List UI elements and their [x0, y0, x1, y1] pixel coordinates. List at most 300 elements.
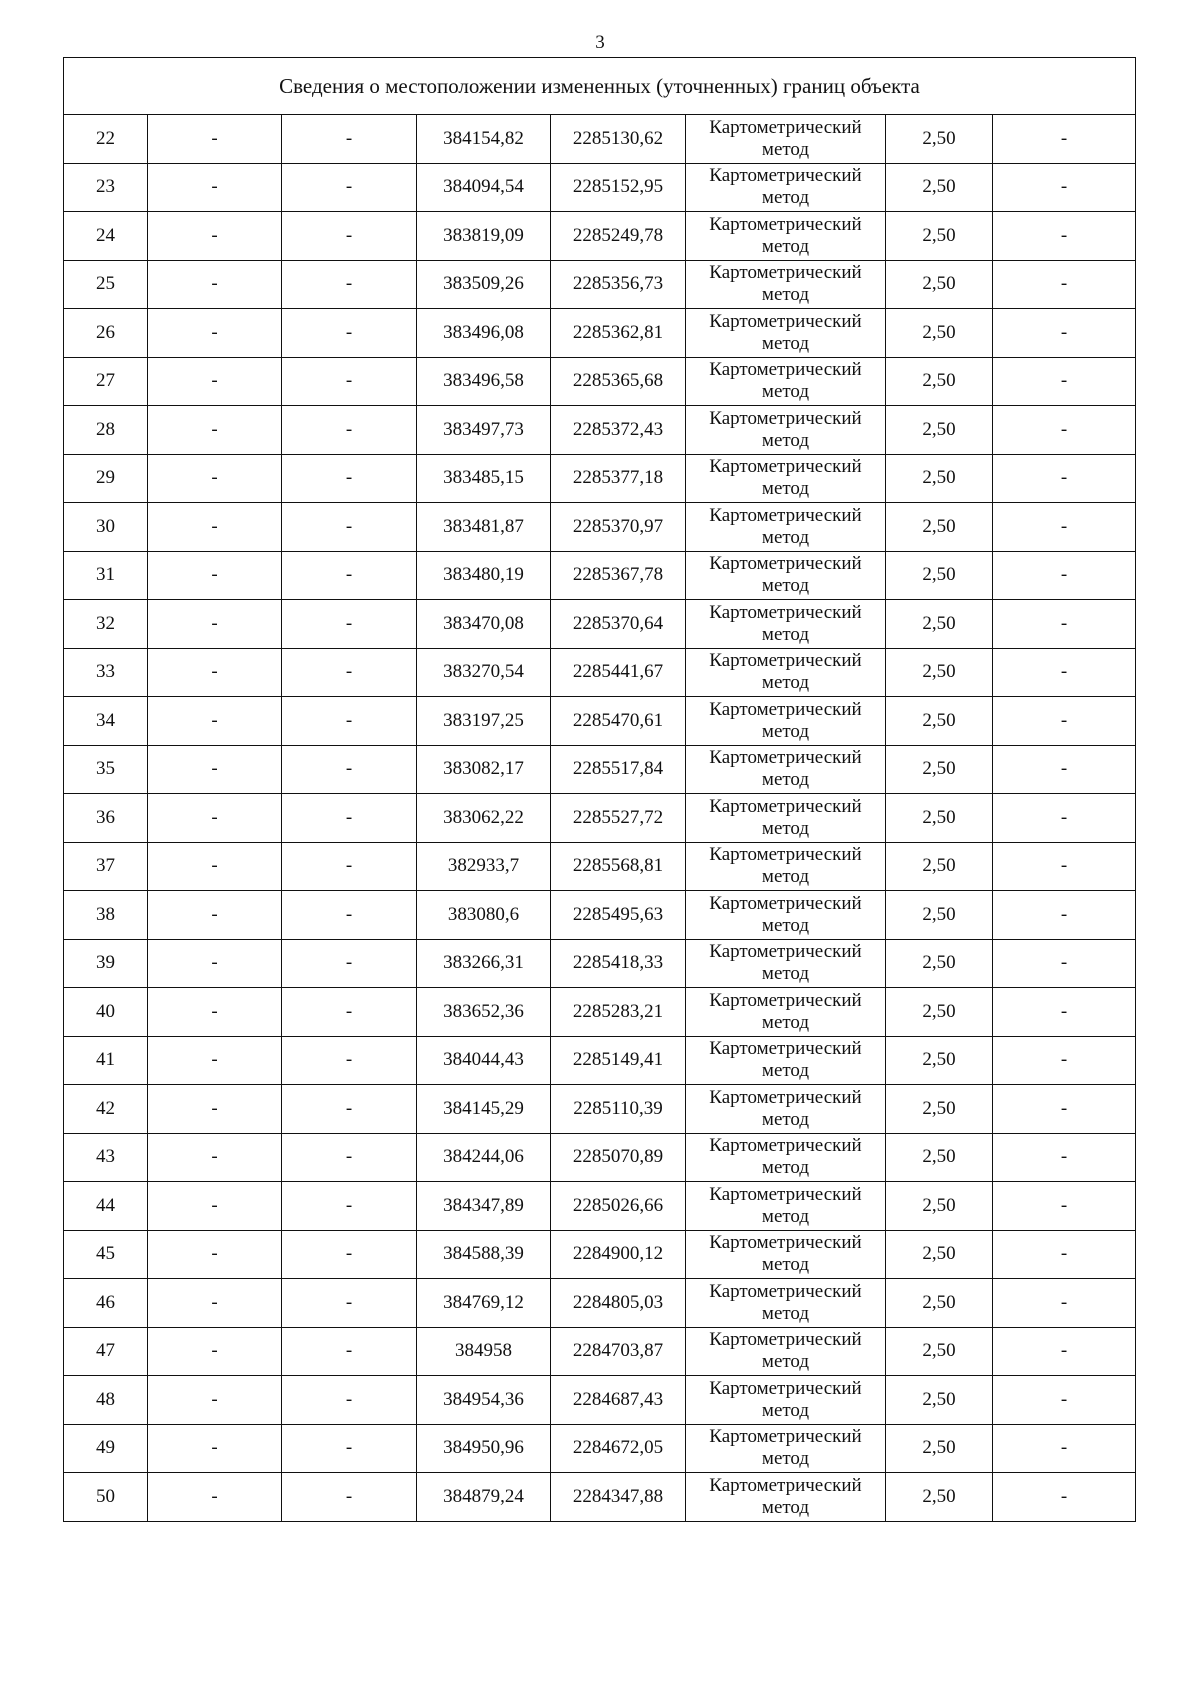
old-y-cell: - [282, 1376, 417, 1425]
method-cell [686, 988, 886, 1037]
x-coordinate-cell: 384244,06 [417, 1133, 551, 1182]
method-cell [686, 1182, 886, 1231]
point-number-cell: 29 [64, 454, 148, 503]
point-number-cell: 35 [64, 745, 148, 794]
x-coordinate-cell: 383082,17 [417, 745, 551, 794]
y-coordinate-cell: 2285249,78 [551, 212, 686, 261]
note-cell: - [993, 1376, 1136, 1425]
old-y-cell: - [282, 1036, 417, 1085]
table-title: Сведения о местоположении измененных (уточненных) границ объекта [64, 58, 1136, 115]
y-coordinate-cell: 2285070,89 [551, 1133, 686, 1182]
note-cell: - [993, 842, 1136, 891]
point-number-cell: 31 [64, 551, 148, 600]
point-number-cell: 30 [64, 503, 148, 552]
point-number-cell: 32 [64, 600, 148, 649]
point-number-cell: 39 [64, 939, 148, 988]
old-y-cell: - [282, 842, 417, 891]
boundary-coordinates-table [63, 57, 1136, 1522]
accuracy-cell: 2,50 [886, 1133, 993, 1182]
x-coordinate-cell: 383480,19 [417, 551, 551, 600]
note-cell: - [993, 1230, 1136, 1279]
page-number: 3 [595, 32, 605, 53]
accuracy-cell: 2,50 [886, 551, 993, 600]
accuracy-cell: 2,50 [886, 1182, 993, 1231]
method-cell [686, 1473, 886, 1522]
x-coordinate-cell: 384044,43 [417, 1036, 551, 1085]
note-cell: - [993, 212, 1136, 261]
old-y-cell: - [282, 503, 417, 552]
y-coordinate-cell: 2285365,68 [551, 357, 686, 406]
table-row [64, 357, 1136, 406]
old-x-cell: - [148, 939, 282, 988]
method-line-2: метод [761, 963, 810, 985]
point-number-cell: 48 [64, 1376, 148, 1425]
x-coordinate-cell: 384145,29 [417, 1085, 551, 1134]
table-row [64, 115, 1136, 164]
accuracy-cell: 2,50 [886, 794, 993, 843]
method-line-1: Картометрический [709, 116, 862, 138]
table-row [64, 600, 1136, 649]
x-coordinate-cell: 384154,82 [417, 115, 551, 164]
method-line-1: Картометрический [709, 941, 862, 963]
old-y-cell: - [282, 163, 417, 212]
old-y-cell: - [282, 406, 417, 455]
note-cell: - [993, 163, 1136, 212]
table-row [64, 212, 1136, 261]
old-y-cell: - [282, 309, 417, 358]
accuracy-cell: 2,50 [886, 260, 993, 309]
x-coordinate-cell: 383270,54 [417, 648, 551, 697]
method-line-1: Картометрический [709, 262, 862, 284]
old-x-cell: - [148, 1424, 282, 1473]
x-coordinate-cell: 384879,24 [417, 1473, 551, 1522]
old-x-cell: - [148, 697, 282, 746]
old-y-cell: - [282, 1327, 417, 1376]
old-x-cell: - [148, 794, 282, 843]
note-cell: - [993, 939, 1136, 988]
old-y-cell: - [282, 1230, 417, 1279]
y-coordinate-cell: 2285152,95 [551, 163, 686, 212]
note-cell: - [993, 745, 1136, 794]
x-coordinate-cell: 384588,39 [417, 1230, 551, 1279]
table-row [64, 1424, 1136, 1473]
old-x-cell: - [148, 503, 282, 552]
method-cell [686, 794, 886, 843]
table-row [64, 163, 1136, 212]
method-line-1: Картометрический [709, 359, 862, 381]
old-y-cell: - [282, 551, 417, 600]
accuracy-cell: 2,50 [886, 1376, 993, 1425]
method-line-1: Картометрический [709, 504, 862, 526]
x-coordinate-cell: 384950,96 [417, 1424, 551, 1473]
accuracy-cell: 2,50 [886, 648, 993, 697]
old-y-cell: - [282, 939, 417, 988]
point-number-cell: 23 [64, 163, 148, 212]
method-cell [686, 1279, 886, 1328]
point-number-cell: 27 [64, 357, 148, 406]
method-line-1: Картометрический [709, 553, 862, 575]
y-coordinate-cell: 2285026,66 [551, 1182, 686, 1231]
old-x-cell: - [148, 1085, 282, 1134]
old-x-cell: - [148, 406, 282, 455]
point-number-cell: 38 [64, 891, 148, 940]
method-line-1: Картометрический [709, 1135, 862, 1157]
y-coordinate-cell: 2285367,78 [551, 551, 686, 600]
point-number-cell: 37 [64, 842, 148, 891]
method-line-2: метод [761, 526, 810, 548]
x-coordinate-cell: 383497,73 [417, 406, 551, 455]
note-cell: - [993, 406, 1136, 455]
table-row [64, 1279, 1136, 1328]
method-cell [686, 503, 886, 552]
old-x-cell: - [148, 648, 282, 697]
method-line-1: Картометрический [709, 698, 862, 720]
note-cell: - [993, 260, 1136, 309]
note-cell: - [993, 551, 1136, 600]
method-cell [686, 1085, 886, 1134]
old-x-cell: - [148, 988, 282, 1037]
y-coordinate-cell: 2284687,43 [551, 1376, 686, 1425]
old-y-cell: - [282, 697, 417, 746]
table-row [64, 842, 1136, 891]
method-line-1: Картометрический [709, 601, 862, 623]
method-line-2: метод [761, 1496, 810, 1518]
table-row [64, 454, 1136, 503]
old-y-cell: - [282, 891, 417, 940]
method-line-2: метод [761, 623, 810, 645]
method-line-2: метод [761, 769, 810, 791]
method-line-1: Картометрический [709, 213, 862, 235]
note-cell: - [993, 697, 1136, 746]
old-x-cell: - [148, 212, 282, 261]
method-cell [686, 939, 886, 988]
x-coordinate-cell: 383496,58 [417, 357, 551, 406]
accuracy-cell: 2,50 [886, 842, 993, 891]
y-coordinate-cell: 2285130,62 [551, 115, 686, 164]
method-cell [686, 697, 886, 746]
y-coordinate-cell: 2284672,05 [551, 1424, 686, 1473]
point-number-cell: 47 [64, 1327, 148, 1376]
accuracy-cell: 2,50 [886, 1279, 993, 1328]
y-coordinate-cell: 2285495,63 [551, 891, 686, 940]
x-coordinate-cell: 384954,36 [417, 1376, 551, 1425]
table-row [64, 309, 1136, 358]
y-coordinate-cell: 2285527,72 [551, 794, 686, 843]
old-x-cell: - [148, 1376, 282, 1425]
note-cell: - [993, 503, 1136, 552]
note-cell: - [993, 454, 1136, 503]
old-y-cell: - [282, 260, 417, 309]
method-line-1: Картометрический [709, 989, 862, 1011]
method-line-1: Картометрический [709, 310, 862, 332]
note-cell: - [993, 1133, 1136, 1182]
method-cell [686, 842, 886, 891]
method-line-1: Картометрический [709, 1086, 862, 1108]
method-line-2: метод [761, 332, 810, 354]
point-number-cell: 36 [64, 794, 148, 843]
old-y-cell: - [282, 794, 417, 843]
method-line-2: метод [761, 1302, 810, 1324]
method-cell [686, 260, 886, 309]
table-body [64, 115, 1136, 1522]
method-line-2: метод [761, 1448, 810, 1470]
method-line-1: Картометрический [709, 1426, 862, 1448]
method-line-2: метод [761, 381, 810, 403]
method-line-2: метод [761, 235, 810, 257]
y-coordinate-cell: 2285283,21 [551, 988, 686, 1037]
old-x-cell: - [148, 891, 282, 940]
method-cell [686, 1424, 886, 1473]
point-number-cell: 22 [64, 115, 148, 164]
old-y-cell: - [282, 1473, 417, 1522]
old-x-cell: - [148, 1036, 282, 1085]
accuracy-cell: 2,50 [886, 1327, 993, 1376]
x-coordinate-cell: 383509,26 [417, 260, 551, 309]
table-row [64, 1473, 1136, 1522]
y-coordinate-cell: 2285110,39 [551, 1085, 686, 1134]
method-line-1: Картометрический [709, 1183, 862, 1205]
note-cell: - [993, 1085, 1136, 1134]
method-line-2: метод [761, 284, 810, 306]
note-cell: - [993, 357, 1136, 406]
old-x-cell: - [148, 1182, 282, 1231]
old-y-cell: - [282, 1085, 417, 1134]
note-cell: - [993, 1036, 1136, 1085]
old-y-cell: - [282, 115, 417, 164]
accuracy-cell: 2,50 [886, 454, 993, 503]
method-cell [686, 406, 886, 455]
y-coordinate-cell: 2285377,18 [551, 454, 686, 503]
accuracy-cell: 2,50 [886, 939, 993, 988]
y-coordinate-cell: 2284347,88 [551, 1473, 686, 1522]
old-y-cell: - [282, 745, 417, 794]
note-cell: - [993, 648, 1136, 697]
old-y-cell: - [282, 1133, 417, 1182]
point-number-cell: 26 [64, 309, 148, 358]
table-row [64, 1327, 1136, 1376]
old-y-cell: - [282, 357, 417, 406]
old-y-cell: - [282, 1424, 417, 1473]
method-line-1: Картометрический [709, 1038, 862, 1060]
old-x-cell: - [148, 842, 282, 891]
old-x-cell: - [148, 163, 282, 212]
point-number-cell: 49 [64, 1424, 148, 1473]
point-number-cell: 33 [64, 648, 148, 697]
point-number-cell: 24 [64, 212, 148, 261]
method-cell [686, 1376, 886, 1425]
y-coordinate-cell: 2285568,81 [551, 842, 686, 891]
table-row [64, 1376, 1136, 1425]
method-cell [686, 212, 886, 261]
method-line-2: метод [761, 866, 810, 888]
method-line-2: метод [761, 1157, 810, 1179]
method-line-2: метод [761, 1399, 810, 1421]
point-number-cell: 50 [64, 1473, 148, 1522]
table-row [64, 988, 1136, 1037]
x-coordinate-cell: 383485,15 [417, 454, 551, 503]
accuracy-cell: 2,50 [886, 1085, 993, 1134]
table-row [64, 697, 1136, 746]
accuracy-cell: 2,50 [886, 115, 993, 164]
old-y-cell: - [282, 454, 417, 503]
method-line-1: Картометрический [709, 844, 862, 866]
old-x-cell: - [148, 1327, 282, 1376]
method-cell [686, 115, 886, 164]
x-coordinate-cell: 383062,22 [417, 794, 551, 843]
accuracy-cell: 2,50 [886, 212, 993, 261]
method-cell [686, 309, 886, 358]
table-row [64, 648, 1136, 697]
method-cell [686, 1133, 886, 1182]
point-number-cell: 43 [64, 1133, 148, 1182]
method-line-1: Картометрический [709, 456, 862, 478]
x-coordinate-cell: 383080,6 [417, 891, 551, 940]
old-x-cell: - [148, 309, 282, 358]
x-coordinate-cell: 384094,54 [417, 163, 551, 212]
note-cell: - [993, 794, 1136, 843]
point-number-cell: 28 [64, 406, 148, 455]
method-line-2: метод [761, 914, 810, 936]
table-row [64, 1230, 1136, 1279]
y-coordinate-cell: 2285372,43 [551, 406, 686, 455]
method-line-1: Картометрический [709, 1232, 862, 1254]
accuracy-cell: 2,50 [886, 163, 993, 212]
old-x-cell: - [148, 551, 282, 600]
table-row [64, 260, 1136, 309]
method-line-2: метод [761, 1060, 810, 1082]
y-coordinate-cell: 2285470,61 [551, 697, 686, 746]
accuracy-cell: 2,50 [886, 406, 993, 455]
method-line-1: Картометрический [709, 1474, 862, 1496]
x-coordinate-cell: 382933,7 [417, 842, 551, 891]
method-line-2: метод [761, 1108, 810, 1130]
method-line-2: метод [761, 138, 810, 160]
method-line-2: метод [761, 1205, 810, 1227]
x-coordinate-cell: 383266,31 [417, 939, 551, 988]
table-row [64, 745, 1136, 794]
note-cell: - [993, 891, 1136, 940]
old-x-cell: - [148, 260, 282, 309]
accuracy-cell: 2,50 [886, 357, 993, 406]
table-row [64, 503, 1136, 552]
old-x-cell: - [148, 357, 282, 406]
y-coordinate-cell: 2285370,64 [551, 600, 686, 649]
method-line-2: метод [761, 478, 810, 500]
old-x-cell: - [148, 1473, 282, 1522]
method-cell [686, 454, 886, 503]
accuracy-cell: 2,50 [886, 988, 993, 1037]
note-cell: - [993, 600, 1136, 649]
accuracy-cell: 2,50 [886, 1473, 993, 1522]
table-row [64, 1085, 1136, 1134]
method-line-2: метод [761, 1011, 810, 1033]
method-line-1: Картометрический [709, 165, 862, 187]
old-x-cell: - [148, 600, 282, 649]
old-y-cell: - [282, 212, 417, 261]
point-number-cell: 46 [64, 1279, 148, 1328]
note-cell: - [993, 309, 1136, 358]
old-y-cell: - [282, 600, 417, 649]
accuracy-cell: 2,50 [886, 1036, 993, 1085]
table-row [64, 551, 1136, 600]
method-cell [686, 1327, 886, 1376]
method-line-1: Картометрический [709, 795, 862, 817]
accuracy-cell: 2,50 [886, 891, 993, 940]
x-coordinate-cell: 383481,87 [417, 503, 551, 552]
method-cell [686, 163, 886, 212]
method-cell [686, 1036, 886, 1085]
method-line-2: метод [761, 575, 810, 597]
table-row [64, 1133, 1136, 1182]
method-line-1: Картометрический [709, 407, 862, 429]
method-cell [686, 600, 886, 649]
y-coordinate-cell: 2285517,84 [551, 745, 686, 794]
old-x-cell: - [148, 454, 282, 503]
y-coordinate-cell: 2285418,33 [551, 939, 686, 988]
y-coordinate-cell: 2284703,87 [551, 1327, 686, 1376]
point-number-cell: 40 [64, 988, 148, 1037]
point-number-cell: 34 [64, 697, 148, 746]
point-number-cell: 45 [64, 1230, 148, 1279]
x-coordinate-cell: 384347,89 [417, 1182, 551, 1231]
accuracy-cell: 2,50 [886, 745, 993, 794]
x-coordinate-cell: 383197,25 [417, 697, 551, 746]
method-line-2: метод [761, 1351, 810, 1373]
method-line-1: Картометрический [709, 1377, 862, 1399]
y-coordinate-cell: 2285370,97 [551, 503, 686, 552]
table-row [64, 794, 1136, 843]
method-cell [686, 891, 886, 940]
method-line-2: метод [761, 672, 810, 694]
accuracy-cell: 2,50 [886, 503, 993, 552]
method-line-2: метод [761, 817, 810, 839]
y-coordinate-cell: 2285356,73 [551, 260, 686, 309]
y-coordinate-cell: 2285149,41 [551, 1036, 686, 1085]
method-cell [686, 745, 886, 794]
point-number-cell: 44 [64, 1182, 148, 1231]
note-cell: - [993, 1473, 1136, 1522]
y-coordinate-cell: 2285441,67 [551, 648, 686, 697]
accuracy-cell: 2,50 [886, 1424, 993, 1473]
old-x-cell: - [148, 115, 282, 164]
note-cell: - [993, 1182, 1136, 1231]
method-line-2: метод [761, 720, 810, 742]
table-row [64, 891, 1136, 940]
point-number-cell: 42 [64, 1085, 148, 1134]
method-cell [686, 1230, 886, 1279]
method-line-2: метод [761, 187, 810, 209]
note-cell: - [993, 1327, 1136, 1376]
table-row [64, 406, 1136, 455]
x-coordinate-cell: 384958 [417, 1327, 551, 1376]
x-coordinate-cell: 384769,12 [417, 1279, 551, 1328]
x-coordinate-cell: 383819,09 [417, 212, 551, 261]
old-y-cell: - [282, 648, 417, 697]
method-line-1: Картометрический [709, 892, 862, 914]
old-y-cell: - [282, 1182, 417, 1231]
method-line-1: Картометрический [709, 650, 862, 672]
accuracy-cell: 2,50 [886, 309, 993, 358]
y-coordinate-cell: 2284805,03 [551, 1279, 686, 1328]
method-line-1: Картометрический [709, 1329, 862, 1351]
point-number-cell: 41 [64, 1036, 148, 1085]
point-number-cell: 25 [64, 260, 148, 309]
table-row [64, 939, 1136, 988]
note-cell: - [993, 115, 1136, 164]
old-x-cell: - [148, 1230, 282, 1279]
method-line-2: метод [761, 1254, 810, 1276]
old-y-cell: - [282, 1279, 417, 1328]
